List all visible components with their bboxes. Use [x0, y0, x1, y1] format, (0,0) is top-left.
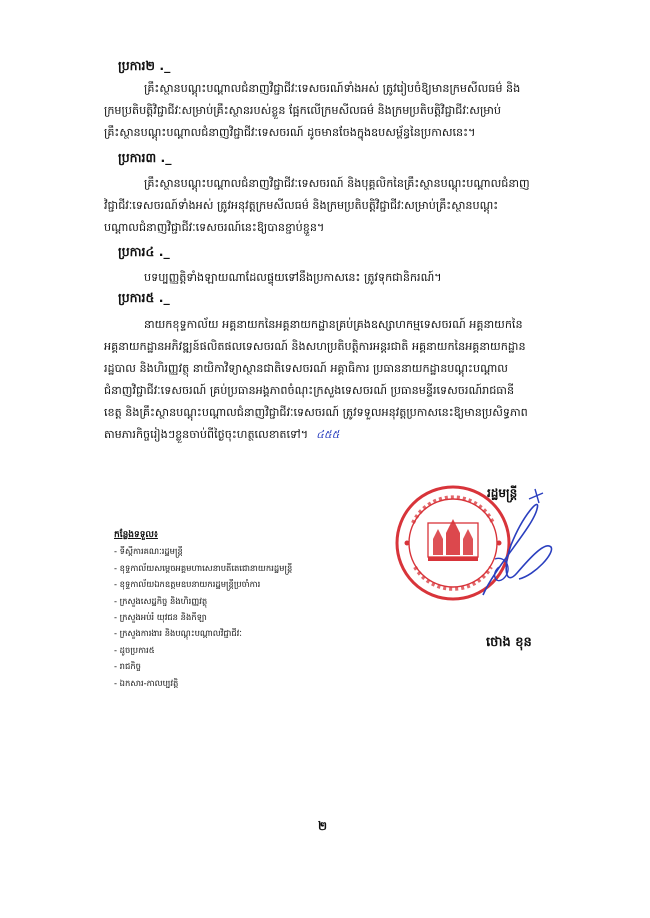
article-2-line-2: ក្រមប្រតិបត្តិវិជ្ជាជីវៈសម្រាប់គ្រឹះស្ថានរបស់ខ្លួន ផ្អែកលើក្រមសីលធម៌ និងក្រមប្រតិបត្តិវិជ្ជាជីវៈសម្រាប់ — [104, 104, 502, 117]
recipient-item: - ក្រសួងការងារ និងបណ្តុះបណ្តាលវិជ្ជាជីវៈ — [114, 628, 242, 639]
article-3-line-1: គ្រឹះស្ថានបណ្តុះបណ្តាលជំនាញវិជ្ជាជីវៈទេសចរណ៍ និងបុគ្គលិកនៃគ្រឹះស្ថានបណ្តុះបណ្តាលជំនាញ — [144, 177, 530, 190]
article-5-heading: ប្រការ៥ ._ — [118, 290, 170, 305]
article-3-line-2: វិជ្ជាជីវៈទេសចរណ៍ទាំងអស់ ត្រូវអនុវត្តក្រមសីលធម៌ និងក្រមប្រតិបត្តិវិជ្ជាជីវៈសម្រាប់គ្រឹះស្ថានបណ្តុះ — [104, 199, 499, 212]
official-seal-and-signature — [395, 475, 565, 615]
article-2-body — [104, 78, 574, 144]
article-3-line-3: បណ្តាលជំនាញវិជ្ជាជីវៈទេសចរណ៍នេះឱ្យបានខ្ជាប់ខ្ជួន។ — [104, 221, 325, 234]
article-2-line-1: គ្រឹះស្ថានបណ្តុះបណ្តាលជំនាញវិជ្ជាជីវៈទេសចរណ៍ទាំងអស់ ត្រូវរៀបចំឱ្យមានក្រមសីលធម៌ និង — [144, 82, 521, 95]
recipient-item: - ក្រសួងសេដ្ឋកិច្ច និងហិរញ្ញវត្ថុ — [114, 595, 208, 606]
article-5-line-6-text: តាមភារកិច្ចរៀងៗខ្លួនចាប់ពីថ្ងៃចុះហត្ថលេខាតទៅ។ — [104, 428, 309, 441]
recipient-item: - រាជកិច្ច — [114, 661, 141, 672]
article-2-line-3: គ្រឹះស្ថានបណ្តុះបណ្តាលជំនាញវិជ្ជាជីវៈទេសចរណ៍ ដូចមានចែងក្នុងឧបសម្ព័ន្ធនៃប្រកាសនេះ។ — [104, 126, 476, 139]
article-5-line-1: នាយកខុទ្ទកាល័យ អគ្គនាយកនៃអគ្គនាយកដ្ឋានគ្រប់គ្រងឧស្សាហកម្មទេសចរណ៍ អគ្គនាយកនៃ — [144, 318, 523, 331]
article-5-line-5: ខេត្ត និងគ្រឹះស្ថានបណ្តុះបណ្តាលជំនាញវិជ្ជាជីវៈទេសចរណ៍ ត្រូវទទួលអនុវត្តប្រកាសនេះឱ្យមានប្រសិទ្ធភាព — [104, 406, 528, 419]
article-3-body — [104, 173, 574, 239]
article-4-heading: ប្រការ៤ ._ — [118, 244, 170, 259]
recipient-item: - ដូចប្រការ៥ — [114, 644, 155, 655]
recipient-item: - ទីស្តីការគណៈរដ្ឋមន្ត្រី — [114, 546, 183, 557]
recipient-item: - ក្រសួងអប់រំ យុវជន និងកីឡា — [114, 612, 207, 623]
article-5-line-6 — [104, 424, 574, 446]
article-5-line-2: អគ្គនាយកដ្ឋានអភិវឌ្ឍន៍ផលិតផលទេសចរណ៍ និងសហប្រតិបត្តិការអន្តរជាតិ អគ្គនាយកនៃអគ្គនាយកដ្ឋាន — [104, 340, 526, 353]
article-5-line-3: រដ្ឋបាល និងហិរញ្ញវត្ថុ នាយិកាវិទ្យាស្ថានជាតិទេសចរណ៍ អគ្គាធិការ ប្រធាននាយកដ្ឋានបណ្តុះបណ្តាល — [104, 362, 508, 375]
article-4-line-1: បទប្បញ្ញត្តិទាំងឡាយណាដែលផ្ទុយទៅនឹងប្រកាសនេះ ត្រូវទុកជានិករណ៍។ — [144, 271, 442, 284]
article-5-body — [104, 314, 574, 446]
recipient-item: - ខុទ្ទកាល័យសម្តេចអគ្គមហាសេនាបតីតេជោនាយករដ្ឋមន្ត្រី — [114, 562, 293, 573]
signer-title: រដ្ឋមន្ត្រី — [487, 486, 518, 500]
recipients-title: កន្លែងទទួល៖ — [114, 530, 158, 540]
article-3-heading: ប្រការ៣ ._ — [118, 150, 172, 165]
handwritten-initial-mark: ៤៥៥ — [316, 428, 340, 441]
recipient-item: - ខុទ្ទកាល័យឯកឧត្តមឧបនាយករដ្ឋមន្ត្រីប្រចាំការ — [114, 579, 261, 590]
page-number: ២ — [318, 819, 328, 833]
article-2-heading: ប្រការ២ ._ — [118, 58, 171, 73]
article-5-line-4: ជំនាញវិជ្ជាជីវៈទេសចរណ៍ គ្រប់ប្រធានអង្គភាពចំណុះក្រសួងទេសចរណ៍ ប្រធានមន្ទីរទេសចរណ៍រាជធានី — [104, 384, 515, 397]
recipients-list — [114, 527, 354, 691]
recipient-item: - ឯកសារ-កាលប្បវត្តិ — [114, 677, 179, 688]
official-seal-icon — [397, 487, 509, 599]
article-4-body — [104, 267, 574, 289]
signer-name: ថោង ខុន — [486, 635, 532, 650]
